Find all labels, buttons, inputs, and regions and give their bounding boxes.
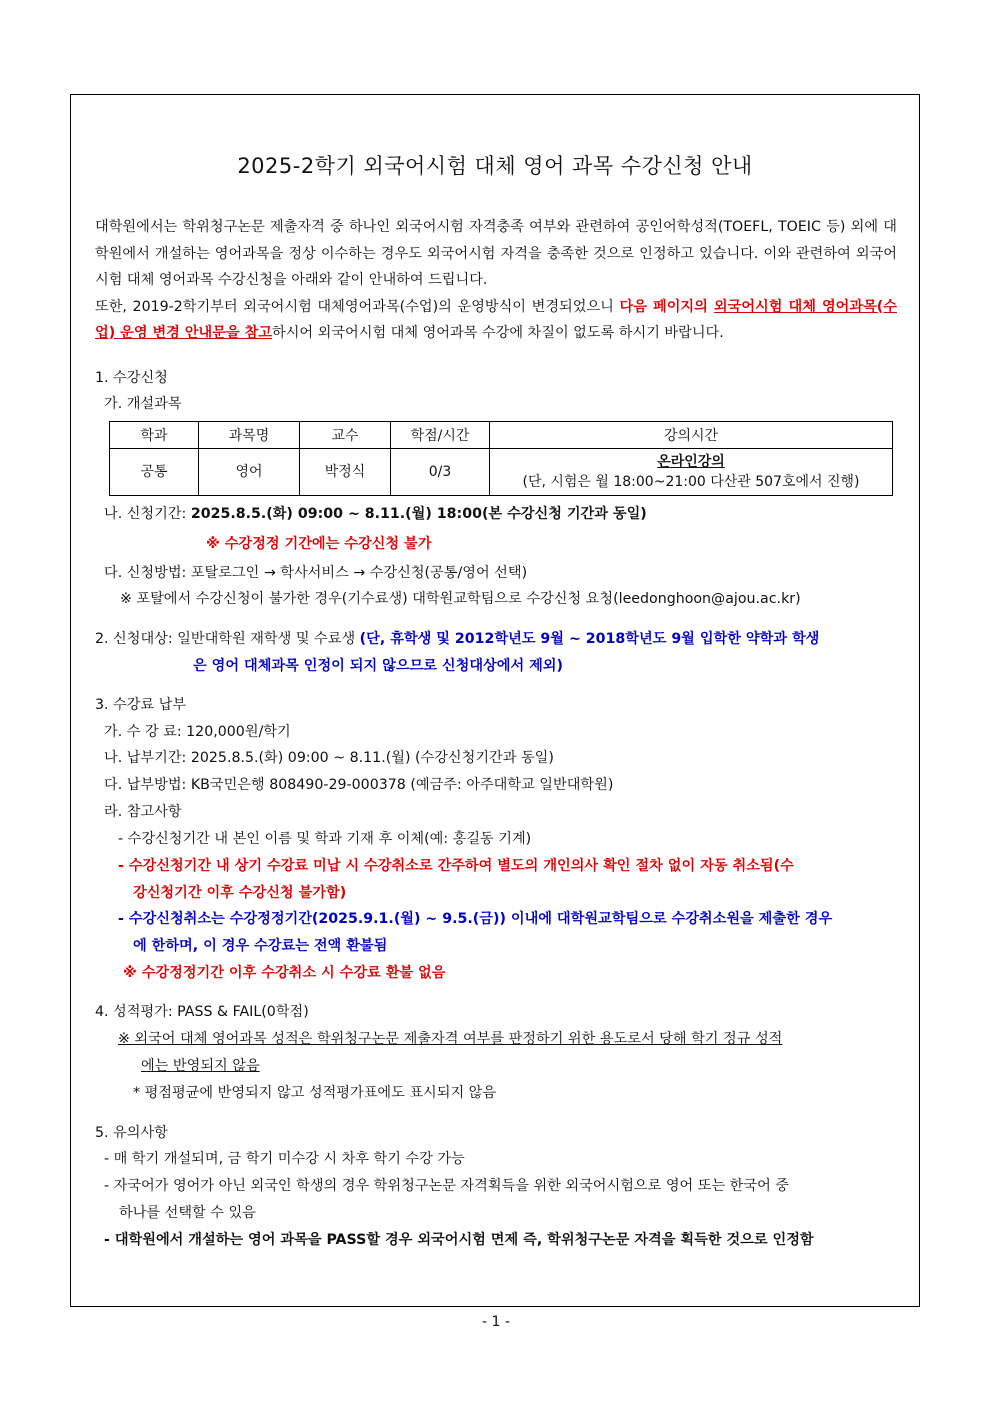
section-3-heading: 3. 수강료 납부 xyxy=(95,697,187,713)
intro-line-1: 대학원에서는 학위청구논문 제출자격 중 하나인 외국어시험 자격충족 여부와 관련하여 공인어학성적(TOEFL, TOEIC 등) 외에 대학원에서 개설하는 영어과목을 정상 이수하는 경우도 외국어시험 자격을 충족한 것으로 인정하고 있습니다. 이와 관련하여 외국어시험 대체 영어과목 수강신청을 아래와 같이 안내하여 드립니다. xyxy=(95,219,897,288)
intro-highlight: 다음 페이지의 xyxy=(619,298,714,315)
section-3-d2b: 강신청기간 이후 수강신청 불가함) xyxy=(133,885,347,901)
section-1-c: 다. 신청방법: 포탈로그인 → 학사서비스 → 수강신청(공통/영어 선택) xyxy=(104,565,528,581)
section-5-item-2b: 하나를 선택할 수 있음 xyxy=(119,1205,256,1221)
section-2-line-2: 은 영어 대체과목 인정이 되지 않으므로 신청대상에서 제외) xyxy=(193,658,563,674)
course-table xyxy=(109,421,893,496)
section-3-d4: ※ 수강정정기간 이후 수강취소 시 수강료 환불 없음 xyxy=(123,965,446,981)
section-1-b-value: 2025.8.5.(화) 09:00 ~ 8.11.(월) 18:00(본 수강신청 기간과 동일) xyxy=(190,506,647,522)
document-title: 2025-2학기 외국어시험 대체 영어 과목 수강신청 안내 xyxy=(237,154,753,178)
th-professor: 교수 xyxy=(300,422,391,449)
th-time: 강의시간 xyxy=(490,422,893,449)
section-1-heading: 1. 수강신청 xyxy=(95,370,168,386)
section-3-d: 라. 참고사항 xyxy=(104,804,182,820)
section-4-note-b: 에는 반영되지 않음 xyxy=(141,1058,260,1074)
td-dept: 공통 xyxy=(110,449,199,496)
section-1-b-note: ※ 수강정정 기간에는 수강신청 불가 xyxy=(206,536,432,552)
section-3-d1: - 수강신청기간 내 본인 이름 및 학과 기재 후 이체(예: 홍길동 기계) xyxy=(118,831,532,847)
td-professor: 박정식 xyxy=(300,449,391,496)
section-1-c-note: ※ 포탈에서 수강신청이 불가한 경우(기수료생) 대학원교학팀으로 수강신청 요청(leedonghoon@ajou.ac.kr) xyxy=(120,591,801,607)
section-3-d3b: 에 한하며, 이 경우 수강료는 전액 환불됨 xyxy=(133,938,388,954)
td-credit: 0/3 xyxy=(391,449,490,496)
td-course: 영어 xyxy=(199,449,300,496)
section-4-sub: * 평점평균에 반영되지 않고 성적평가표에도 표시되지 않음 xyxy=(133,1085,497,1101)
page-number: - 1 - xyxy=(482,1314,510,1330)
course-table-header xyxy=(110,422,893,449)
intro-paragraph xyxy=(95,214,897,347)
section-1-b xyxy=(104,501,647,528)
section-1-b-label: 나. 신청기간: xyxy=(104,506,191,522)
intro-highlight-underlined: 외국어시험 대체 영어과목(수업) 운영 변경 안내문을 참고 xyxy=(95,298,897,341)
time-sub: (단, 시험은 월 18:00~21:00 다산관 507호에서 진행) xyxy=(522,474,860,490)
section-2-line-1 xyxy=(95,626,819,653)
section-2-exception: (단, 휴학생 및 2012학년도 9월 ~ 2018학년도 9월 입학한 약학과 학생 xyxy=(359,631,820,647)
td-time xyxy=(490,449,893,496)
intro-line-2 xyxy=(95,294,897,347)
course-table-row xyxy=(110,449,893,496)
th-course: 과목명 xyxy=(199,422,300,449)
section-3-d3a: - 수강신청취소는 수강정정기간(2025.9.1.(월) ~ 9.5.(금)) 이내에 대학원교학팀으로 수강취소원을 제출한 경우 xyxy=(118,911,833,927)
section-3-b: 나. 납부기간: 2025.8.5.(화) 09:00 ~ 8.11.(월) (수강신청기간과 동일) xyxy=(104,750,554,766)
section-3-c: 다. 납부방법: KB국민은행 808490-29-000378 (예금주: 아주대학교 일반대학원) xyxy=(104,777,614,793)
section-4-heading: 4. 성적평가: PASS & FAIL(0학점) xyxy=(95,1004,309,1020)
section-3-d2a: - 수강신청기간 내 상기 수강료 미납 시 수강취소로 간주하여 별도의 개인의사 확인 절차 없이 자동 취소됨(수 xyxy=(118,858,794,874)
time-main: 온라인강의 xyxy=(657,454,725,470)
section-5-item-3: - 대학원에서 개설하는 영어 과목을 PASS할 경우 외국어시험 면제 즉, 학위청구논문 자격을 획득한 것으로 인정함 xyxy=(104,1232,814,1248)
section-2-text: 2. 신청대상: 일반대학원 재학생 및 수료생 xyxy=(95,631,360,647)
th-dept: 학과 xyxy=(110,422,199,449)
section-5-heading: 5. 유의사항 xyxy=(95,1125,168,1141)
th-credit: 학점/시간 xyxy=(391,422,490,449)
section-5-item-1: - 매 학기 개설되며, 금 학기 미수강 시 차후 학기 수강 가능 xyxy=(104,1151,465,1167)
intro-line-2-text: 또한, 2019-2학기부터 외국어시험 대체영어과목(수업)의 운영방식이 변경되었으니 xyxy=(95,298,620,315)
section-3-a: 가. 수 강 료: 120,000원/학기 xyxy=(104,724,291,740)
section-4-note-a: ※ 외국어 대체 영어과목 성적은 학위청구논문 제출자격 여부를 판정하기 위한 용도로서 당해 학기 정규 성적 xyxy=(118,1031,783,1047)
section-1-a: 가. 개설과목 xyxy=(104,396,182,412)
intro-line-2-tail: 하시어 외국어시험 대체 영어과목 수강에 차질이 없도록 하시기 바랍니다. xyxy=(272,325,724,341)
section-5-item-2a: - 자국어가 영어가 아닌 외국인 학생의 경우 학위청구논문 자격획득을 위한 외국어시험으로 영어 또는 한국어 중 xyxy=(104,1178,789,1194)
